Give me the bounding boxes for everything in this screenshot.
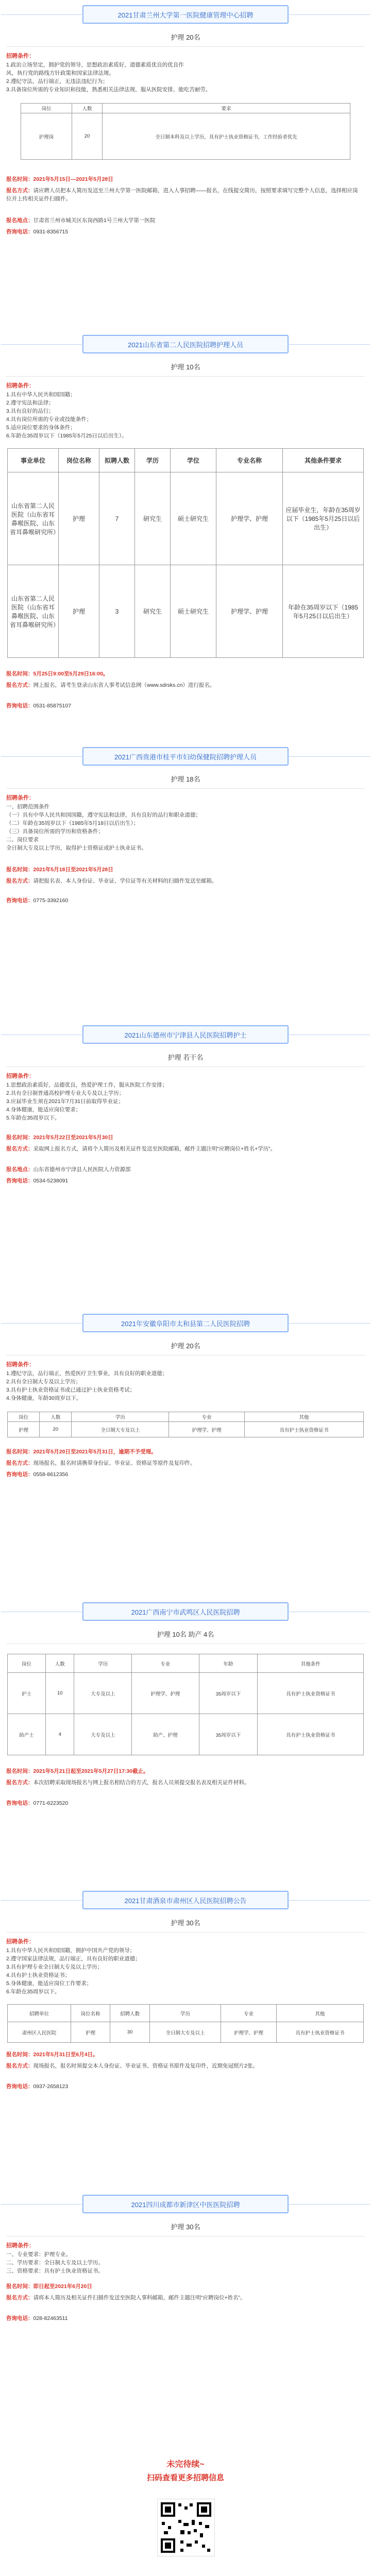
date-label: 报名时间：: [6, 671, 33, 677]
method-block: [6, 2062, 362, 2070]
table-cell: 山东省第二人民医院（山东省耳鼻喉医院、山东省耳鼻喉研究所）: [8, 472, 59, 565]
section-banner: [82, 2195, 289, 2213]
req-line: 6.年龄在35周岁以下。: [6, 1989, 60, 1995]
job-count: 护理 若干名: [167, 1054, 204, 1061]
table-header: 学历: [74, 1654, 132, 1673]
date-block: [6, 2282, 362, 2291]
req-line: 3.具有护理专业全日制大专及以上学历；: [6, 1964, 103, 1970]
footer-line-continue: 未完待续~: [166, 2460, 205, 2469]
date-value: 2021年5月18日至2021年5月28日: [33, 867, 113, 873]
banner-title: 2021广西贵港市桂平市妇幼保健院招聘护理人员: [114, 753, 257, 761]
req-line: 二、学历要求：全日制大专及以上学历。: [6, 2260, 104, 2266]
table-cell: 3: [99, 565, 135, 658]
table-cell: 助产、护理: [132, 1714, 199, 1755]
date-value: 2021年5月22日至2021年5月30日: [33, 1134, 113, 1141]
section-guigang: [0, 742, 371, 1020]
section-banner: [82, 747, 289, 766]
footer: [0, 2447, 371, 2576]
table-header: 人数: [46, 1654, 74, 1673]
phone-block: [6, 2314, 362, 2323]
phone-value: 028-82463511: [33, 2315, 68, 2321]
req-line: 5.身体健康，能适应岗位工作要求；: [6, 1980, 92, 1987]
phone-value: 0531-85875107: [33, 703, 72, 709]
req-line: 2.遵纪守法，品行端正，无违法违纪行为；: [6, 78, 108, 84]
table-cell: 30: [110, 2022, 150, 2043]
date-label: 报名时间：: [6, 1449, 33, 1455]
req-line: 1.具有中华人民共和国国籍，拥护中国共产党的领导；: [6, 1947, 136, 1954]
table-cell: 研究生: [135, 565, 171, 658]
table-header: 拟聘人数: [99, 449, 135, 472]
requirements-list: [6, 391, 362, 440]
req-line: 三、资格要求：具有护士执业资格证书。: [6, 2268, 104, 2274]
section-xinjin: [0, 2190, 371, 2447]
table-header: 学历: [135, 449, 171, 472]
date-value: 2021年5月31日至6月4日。: [33, 2052, 98, 2058]
req-line: （一）具有中华人民共和国国籍，遵守宪法和法律，具有良好的品行和职业道德；: [6, 812, 201, 818]
section-taihe: [0, 1309, 371, 1597]
req-line: 二、岗位要求: [6, 837, 39, 843]
req-line: 3.具有良好的品行；: [6, 408, 54, 414]
section-wuming: [0, 1597, 371, 1886]
job-count: 护理 30名: [171, 2223, 200, 2231]
table-cell: 护理学、护理: [221, 2022, 276, 2043]
phone-value: 0534-5238091: [33, 1178, 69, 1184]
table-header: 岗位: [8, 1412, 40, 1422]
banner-title: 2021四川成都市新津区中医医院招聘: [131, 2200, 240, 2209]
table-header: 其他条件: [258, 1654, 364, 1673]
date-label: 报名时间：: [6, 867, 33, 873]
requirements-heading: 招聘条件：: [6, 1362, 35, 1368]
date-label: 报名时间：: [6, 1768, 33, 1774]
date-block: [6, 1448, 362, 1456]
table-header: 专业: [132, 1654, 199, 1673]
method-label: 报名方式：: [6, 2063, 33, 2069]
req-line: （二）年龄在35周岁以下（1985年5月18日以后出生）；: [6, 820, 139, 826]
table-header: 学历: [149, 2005, 221, 2022]
requirements-list: [6, 803, 362, 852]
method-block: [6, 187, 362, 203]
req-line: 一、专业要求：护理专业。: [6, 2251, 71, 2258]
date-value: 5月25日9:00至5月29日16:00。: [33, 671, 109, 677]
req-line: 3.具备岗位所需的专业知识和技能，熟悉相关法律法规，服从医院安排，能吃苦耐劳。: [6, 87, 211, 93]
method-label: 报名方式：: [6, 878, 33, 884]
req-line: 6.年龄在35周岁以下（1985年5月25日以后出生）。: [6, 433, 127, 439]
job-table: [7, 1412, 364, 1437]
phone-value: 0937-2658123: [33, 2083, 69, 2090]
table-cell: 护理岗: [21, 113, 72, 160]
method-label: 报名方式：: [6, 2295, 33, 2301]
method-label: 报名方式：: [6, 1460, 33, 1466]
requirements-list: [6, 2250, 362, 2275]
phone-label: 咨询电话：: [6, 1800, 33, 1806]
table-header: 专业名称: [216, 449, 283, 472]
table-cell: 具有护士执业资格证书: [276, 2022, 363, 2043]
section-banner: [82, 5, 289, 24]
section-shandong-second: [0, 330, 371, 742]
method-value: 本次招聘采取现场报名与网上报名相结合的方式，报名人员须提交报名表及相关证件材料。: [33, 1780, 250, 1786]
banner-title: 2021甘肃兰州大学第一医院健康管理中心招聘: [117, 11, 254, 19]
phone-block: [6, 702, 362, 710]
job-count: 护理 20名: [171, 33, 200, 41]
date-value: 2021年5月21日起至2021年5月27日17:30截止。: [33, 1768, 149, 1774]
phone-label: 咨询电话：: [6, 2315, 33, 2321]
banner-title: 2021山东德州市宁津县人民医院招聘护士: [124, 1031, 247, 1039]
divider: [6, 46, 365, 47]
method-value: 请将本人简历及相关证件扫描件发送至医院人事科邮箱，邮件主题注明“应聘岗位+姓名”。: [33, 2295, 246, 2301]
method-block: [6, 877, 362, 885]
phone-label: 咨询电话：: [6, 703, 33, 709]
req-line: 4.具有护士执业资格证书；: [6, 1972, 71, 1978]
method-label: 报名方式：: [6, 682, 33, 688]
table-cell: 护理学、护理: [132, 1673, 199, 1714]
table-cell: 大专及以上: [74, 1673, 132, 1714]
table-header: 学位: [171, 449, 216, 472]
job-count: 护理 20名: [171, 1342, 200, 1350]
req-line: 3.应届毕业生须在2021年7月31日前取得毕业证；: [6, 1098, 124, 1105]
table-header: 专业: [221, 2005, 276, 2022]
address-label: 报名地点：: [6, 1166, 33, 1173]
table-cell: 助产士: [8, 1714, 46, 1755]
req-line: 2.具有全日制普通高校护理专业大专及以上学历；: [6, 1090, 125, 1096]
table-cell: 护理学、护理: [216, 565, 283, 658]
table-cell: 护士: [8, 1673, 46, 1714]
table-cell: 具有护士执业资格证书: [258, 1673, 364, 1714]
phone-block: [6, 1470, 362, 1479]
table-cell: 35周岁以下: [199, 1714, 258, 1755]
table-header: 招聘单位: [8, 2005, 71, 2022]
req-line: 1.思想政治素质好，品德优良，热爱护理工作，服从医院工作安排；: [6, 1082, 168, 1088]
banner-title: 2021广西南宁市武鸣区人民医院招聘: [131, 1608, 240, 1616]
table-cell: 具有护士执业资格证书: [258, 1714, 364, 1755]
req-line: 4.具有岗位所需的专业或技能条件；: [6, 416, 92, 422]
method-label: 报名方式：: [6, 1780, 33, 1786]
job-count: 护理 10名: [171, 363, 200, 371]
divider: [6, 1932, 365, 1933]
method-label: 报名方式：: [6, 188, 33, 194]
req-line: （三）具备岗位所需的学历和资格条件；: [6, 828, 104, 835]
job-table: [7, 1654, 364, 1755]
date-block: [6, 2050, 362, 2059]
phone-value: 0771-6223520: [33, 1800, 69, 1806]
table-header: 岗位: [8, 1654, 46, 1673]
table-cell: 大专及以上: [74, 1714, 132, 1755]
table-cell: 硕士研究生: [171, 472, 216, 565]
table-header: 其他: [244, 1412, 363, 1422]
phone-label: 咨询电话：: [6, 2083, 33, 2090]
req-line: 2.遵守宪法和法律；: [6, 400, 54, 406]
method-block: [6, 1145, 362, 1153]
date-label: 报名时间：: [6, 2283, 33, 2290]
requirements-list: [6, 1081, 362, 1122]
table-cell: 年龄在35周岁以下（1985年5月25日以后出生）: [283, 565, 364, 658]
method-block: [6, 681, 362, 689]
phone-block: [6, 1799, 362, 1807]
job-count: 护理 10名 助产 4名: [157, 1631, 214, 1638]
job-count: 护理 30名: [171, 1919, 200, 1927]
phone-block: [6, 228, 362, 236]
address-value: 甘肃省兰州市城关区东岗西路1号兰州大学第一医院: [33, 217, 156, 224]
address-block: [6, 1165, 362, 1174]
date-label: 报名时间：: [6, 1134, 33, 1141]
req-line: 风，执行党的路线方针政策和国家法律法规。: [6, 70, 114, 76]
phone-value: 0775-3392160: [33, 897, 69, 904]
table-header: 人数: [72, 104, 103, 113]
table-header: 岗位名称: [71, 2005, 110, 2022]
requirements-heading: 招聘条件：: [6, 1073, 35, 1079]
footer-line-scan: 扫码查看更多招聘信息: [146, 2473, 224, 2482]
req-line: 4.身体健康，能适应岗位要求；: [6, 1107, 81, 1113]
requirements-list: [6, 1369, 362, 1402]
address-value: 山东省德州市宁津县人民医院人力资源部: [33, 1166, 131, 1173]
method-value: 现场报名，报名时请携带身份证、毕业证、资格证等原件及复印件。: [33, 1460, 196, 1466]
table-cell: 7: [99, 472, 135, 565]
date-block: [6, 670, 362, 678]
banner-title: 2021年安徽阜阳市太和县第二人民医院招聘: [121, 1319, 250, 1328]
table-cell: 护理学、护理: [169, 1422, 245, 1437]
table-cell: 护理学、护理: [216, 472, 283, 565]
table-cell: 护理: [59, 565, 99, 658]
section-banner: [82, 1891, 289, 1909]
date-block: [6, 1133, 362, 1142]
job-table: [7, 2004, 364, 2043]
table-cell: 20: [40, 1422, 72, 1437]
section-banner: [82, 1314, 289, 1332]
divider: [6, 376, 365, 377]
requirements-list: [6, 61, 362, 94]
date-label: 报名时间：: [6, 176, 33, 182]
method-label: 报名方式：: [6, 1146, 33, 1152]
requirements-heading: 招聘条件：: [6, 795, 35, 801]
table-header: 其他条件要求: [283, 449, 364, 472]
table-cell: 全日制大专及以上: [149, 2022, 221, 2043]
method-value: 网上报名，请考生登录山东省人事考试信息网（www.sdrsks.cn）进行报名。: [33, 682, 215, 688]
method-block: [6, 1459, 362, 1467]
date-block: [6, 175, 362, 183]
req-line: 1.政治立场坚定，拥护党的领导，思想政治素质好，道德素质优良的优良作: [6, 62, 184, 68]
req-line: 2.具有全日制大专及以上学历；: [6, 1379, 81, 1385]
table-header: 岗位名称: [59, 449, 99, 472]
table-cell: 护理: [8, 1422, 40, 1437]
job-count: 护理 18名: [171, 775, 200, 783]
method-value: 现场报名，报名时须提交本人身份证、毕业证书、资格证书原件及复印件，近期免冠照片2张。: [33, 2063, 258, 2069]
job-table: [21, 103, 350, 160]
date-value: 即日起至2021年6月20日: [33, 2283, 92, 2290]
req-line: 全日制大专及以上学历，取得护士资格证或护士执业证书。: [6, 845, 147, 851]
table-cell: 具有护士执业资格证书: [244, 1422, 363, 1437]
banner-title: 2021山东省第二人民医院招聘护理人员: [128, 341, 243, 349]
requirements-heading: 招聘条件：: [6, 1939, 35, 1945]
phone-block: [6, 2082, 362, 2091]
req-line: 4.身体健康，年龄30周岁以下。: [6, 1395, 82, 1401]
req-line: 3.具有护士执业资格证书或已通过护士执业资格考试；: [6, 1387, 136, 1393]
qr-code-icon: [158, 2499, 214, 2556]
table-cell: 肃州区人民医院: [8, 2022, 71, 2043]
section-lanzhou: [0, 0, 371, 330]
date-value: 2021年5月20日至2021年5月31日，逾期不予受理。: [33, 1449, 157, 1455]
requirements-heading: 招聘条件：: [6, 383, 35, 389]
table-header: 人数: [40, 1412, 72, 1422]
phone-block: [6, 1177, 362, 1185]
table-cell: 研究生: [135, 472, 171, 565]
method-value: 请应聘人员把本人简历发送至兰州大学第一医院邮箱，进入人事招聘——报名，在线提交简历，按照要求填写完整个人信息，选择相应岗位并上传相关证件扫描件。: [6, 188, 358, 202]
table-cell: 护理: [71, 2022, 110, 2043]
table-header: 招聘人数: [110, 2005, 150, 2022]
req-line: 5.年龄在35周岁以下。: [6, 1115, 60, 1121]
table-header: 要求: [103, 104, 350, 113]
phone-value: 0931-8356715: [33, 229, 69, 235]
divider: [6, 1066, 365, 1067]
table-cell: 20: [72, 113, 103, 160]
req-line: 1.具有中华人民共和国国籍；: [6, 392, 76, 398]
requirements-heading: 招聘条件：: [6, 2243, 35, 2249]
section-ningjin: [0, 1020, 371, 1309]
requirements-list: [6, 1946, 362, 1996]
method-value: 请把报名表、本人身份证、毕业证、学位证等有关材料的扫描件发送至邮箱。: [33, 878, 217, 884]
req-line: 2.遵守国家法律法规，品行端正，具有良好的职业道德；: [6, 1956, 141, 1962]
table-cell: 硕士研究生: [171, 565, 216, 658]
table-cell: 全日制大专及以上: [72, 1422, 169, 1437]
qr-code[interactable]: [157, 2499, 215, 2556]
req-line: 一、招聘范围条件: [6, 804, 49, 810]
date-block: [6, 866, 362, 874]
banner-title: 2021甘肃酒泉市肃州区人民医院招聘公告: [124, 1896, 247, 1905]
table-header: 事业单位: [8, 449, 59, 472]
date-label: 报名时间：: [6, 2052, 33, 2058]
table-header: 年龄: [199, 1654, 258, 1673]
phone-value: 0558-8612356: [33, 1471, 69, 1478]
req-line: 1.遵纪守法，品行端正，热爱医疗卫生事业，具有良好的职业道德；: [6, 1370, 168, 1377]
date-value: 2021年5月15日—2021年5月28日: [33, 176, 113, 182]
job-table: [7, 448, 364, 658]
table-cell: 护理: [59, 472, 99, 565]
requirements-heading: 招聘条件：: [6, 53, 35, 59]
method-block: [6, 2294, 362, 2302]
table-cell: 4: [46, 1714, 74, 1755]
address-block: [6, 216, 362, 225]
table-cell: 应届毕业生，年龄在35周岁以下（1985年5月25日以后出生）: [283, 472, 364, 565]
table-header: 岗位: [21, 104, 72, 113]
phone-label: 咨询电话：: [6, 1178, 33, 1184]
section-banner: [82, 1602, 289, 1621]
section-banner: [82, 335, 289, 353]
phone-label: 咨询电话：: [6, 1471, 33, 1478]
section-banner: [82, 1025, 289, 1044]
table-header: 学历: [72, 1412, 169, 1422]
table-cell: 35周岁以下: [199, 1673, 258, 1714]
table-cell: 10: [46, 1673, 74, 1714]
table-header: 其他: [276, 2005, 363, 2022]
phone-block: [6, 896, 362, 905]
table-cell: 全日制本科及以上学历，具有护士执业资格证书，工作经验者优先: [103, 113, 350, 160]
section-suzhou: [0, 1886, 371, 2190]
divider: [6, 788, 365, 789]
address-label: 报名地点：: [6, 217, 33, 224]
table-header: 专业: [169, 1412, 245, 1422]
phone-label: 咨询电话：: [6, 229, 33, 235]
req-line: 5.适应岗位要求的身体条件；: [6, 425, 76, 431]
phone-label: 咨询电话：: [6, 897, 33, 904]
method-value: 采取网上报名方式，请将个人简历及相关证件发送至医院邮箱，邮件主题注明“应聘岗位+姓名+学历”。: [33, 1146, 276, 1152]
date-block: [6, 1767, 362, 1775]
table-cell: 山东省第二人民医院（山东省耳鼻喉医院、山东省耳鼻喉研究所）: [8, 565, 59, 658]
method-block: [6, 1778, 362, 1787]
divider: [6, 1643, 365, 1644]
